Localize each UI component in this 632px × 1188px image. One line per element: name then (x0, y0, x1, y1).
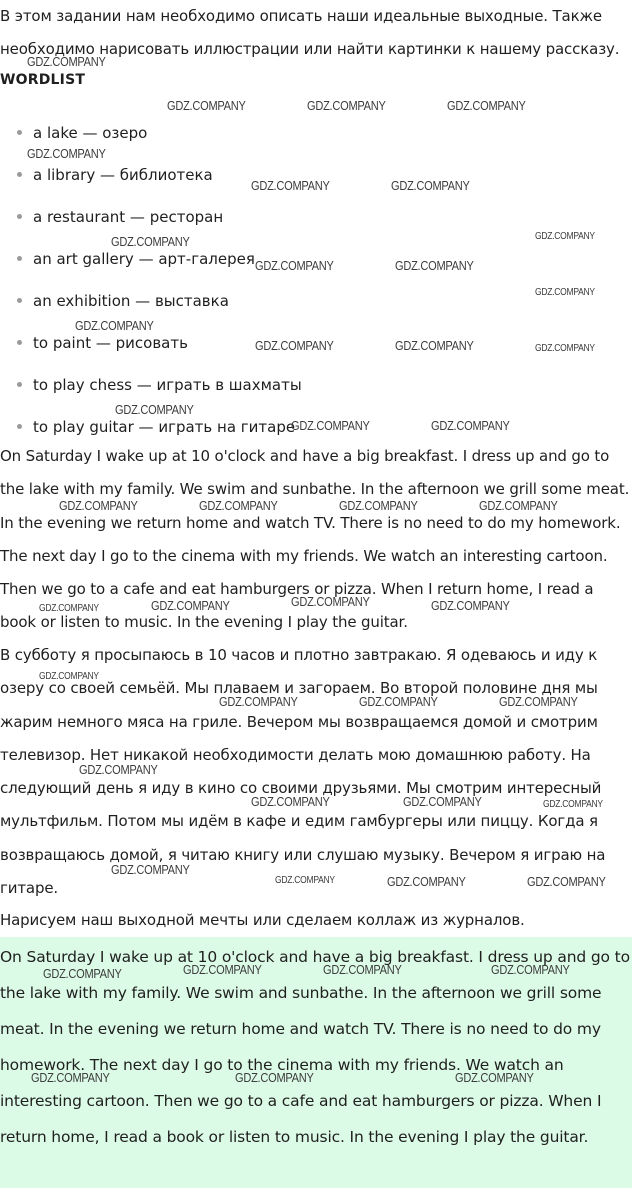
watermark-text: GDZ.COMPANY (111, 234, 190, 249)
watermark-text: GDZ.COMPANY (251, 178, 330, 193)
watermark-text: GDZ.COMPANY (199, 498, 278, 513)
wordlist-term: a restaurant — ресторан (33, 208, 224, 226)
wordlist-term: a lake — озеро (33, 124, 148, 142)
highlighted-answer-text: On Saturday I wake up at 10 o'clock and have a big breakfast. I dress up and go to the lake with my family. We swim and sunbathe. In the afternoon we grill some meat. In the evening we return home and watch TV. There is no need to do my homework. The next day I go to the cinema with my friends. We watch an interesting cartoon. Then we go to a cafe and eat hamburgers or pizza. When I return home, I read a book or listen to music. In the evening I play the guitar. (0, 948, 630, 1146)
watermark-text: GDZ.COMPANY (527, 874, 606, 889)
watermark-text: GDZ.COMPANY (307, 98, 386, 113)
wordlist (0, 112, 632, 448)
bullet-icon (17, 130, 22, 135)
watermark-text: GDZ.COMPANY (339, 498, 418, 513)
bullet-icon (17, 424, 22, 429)
watermark-text: GDZ.COMPANY (543, 799, 603, 810)
wordlist-item (0, 364, 632, 406)
wordlist-term: an art gallery — арт-галерея (33, 250, 255, 268)
watermark-text: GDZ.COMPANY (535, 231, 595, 242)
wordlist-term: a library — библиотека (33, 166, 213, 184)
watermark-text: GDZ.COMPANY (255, 338, 334, 353)
watermark-text: GDZ.COMPANY (255, 258, 334, 273)
watermark-text: GDZ.COMPANY (39, 671, 99, 682)
watermark-text: GDZ.COMPANY (79, 762, 158, 777)
watermark-text: GDZ.COMPANY (395, 338, 474, 353)
bullet-icon (17, 298, 22, 303)
watermark-text: GDZ.COMPANY (291, 418, 370, 433)
watermark-text: GDZ.COMPANY (27, 54, 106, 69)
bullet-icon (17, 382, 22, 387)
watermark-text: GDZ.COMPANY (167, 98, 246, 113)
watermark-text: GDZ.COMPANY (359, 694, 438, 709)
watermark-text: GDZ.COMPANY (535, 287, 595, 298)
watermark-text: GDZ.COMPANY (183, 962, 262, 977)
watermark-text: GDZ.COMPANY (151, 598, 230, 613)
watermark-text: GDZ.COMPANY (75, 318, 154, 333)
watermark-text: GDZ.COMPANY (391, 178, 470, 193)
watermark-text: GDZ.COMPANY (455, 1070, 534, 1085)
wordlist-term: an exhibition — выставка (33, 292, 229, 310)
watermark-text: GDZ.COMPANY (447, 98, 526, 113)
intro-paragraph: В этом задании нам необходимо описать наши идеальные выходные. Также необходимо нарисовать иллюстрации или найти картинки к нашему рассказу. (0, 7, 620, 59)
bullet-icon (17, 172, 22, 177)
watermark-text: GDZ.COMPANY (479, 498, 558, 513)
bullet-icon (17, 256, 22, 261)
watermark-text: GDZ.COMPANY (251, 794, 330, 809)
watermark-text: GDZ.COMPANY (219, 694, 298, 709)
wordlist-heading: WORDLIST (0, 72, 86, 88)
watermark-text: GDZ.COMPANY (323, 962, 402, 977)
watermark-text: GDZ.COMPANY (535, 343, 595, 354)
watermark-text: GDZ.COMPANY (59, 498, 138, 513)
watermark-text: GDZ.COMPANY (431, 418, 510, 433)
story-russian: В субботу я просыпаюсь в 10 часов и плотно завтракаю. Я одеваюсь и иду к озеру со своей семьёй. Мы плаваем и загораем. Во второй половине дня мы жарим немного мяса на гриле. Вечером мы возвращаемся домой и смотрим телевизор. Нет никакой необходимости делать мою домашнюю работу. На следующий день я иду в кино со своими друзьями. Мы смотрим интересный мультфильм. Потом мы идём в кафе и едим гамбургеры или пиццу. Когда я возвращаюсь домой, я читаю книгу или слушаю музыку. Вечером я играю на гитаре. (0, 646, 606, 898)
bullet-icon (17, 214, 22, 219)
wordlist-term: to play guitar — играть на гитаре (33, 418, 296, 436)
task-paragraph: Нарисуем наш выходной мечты или сделаем коллаж из журналов. (0, 911, 525, 929)
watermark-text: GDZ.COMPANY (235, 1070, 314, 1085)
watermark-text: GDZ.COMPANY (395, 258, 474, 273)
story-english: On Saturday I wake up at 10 o'clock and have a big breakfast. I dress up and go to the lake with my family. We swim and sunbathe. In the afternoon we grill some meat. In the evening we return home and watch TV. There is no need to do my homework. The next day I go to the cinema with my friends. We watch an interesting cartoon. Then we go to a cafe and eat hamburgers or pizza. When I return home, I read a book or listen to music. In the evening I play the guitar. (0, 447, 630, 632)
wordlist-term: to play chess — играть в шахматы (33, 376, 302, 394)
watermark-text: GDZ.COMPANY (403, 794, 482, 809)
watermark-text: GDZ.COMPANY (291, 594, 370, 609)
wordlist-term: to paint — рисовать (33, 334, 188, 352)
bullet-icon (17, 340, 22, 345)
watermark-text: GDZ.COMPANY (43, 966, 122, 981)
watermark-text: GDZ.COMPANY (491, 962, 570, 977)
watermark-text: GDZ.COMPANY (275, 875, 335, 886)
watermark-text: GDZ.COMPANY (27, 146, 106, 161)
watermark-text: GDZ.COMPANY (115, 402, 194, 417)
watermark-text: GDZ.COMPANY (499, 694, 578, 709)
watermark-text: GDZ.COMPANY (111, 862, 190, 877)
watermark-text: GDZ.COMPANY (431, 598, 510, 613)
watermark-text: GDZ.COMPANY (387, 874, 466, 889)
watermark-text: GDZ.COMPANY (31, 1070, 110, 1085)
watermark-text: GDZ.COMPANY (39, 603, 99, 614)
